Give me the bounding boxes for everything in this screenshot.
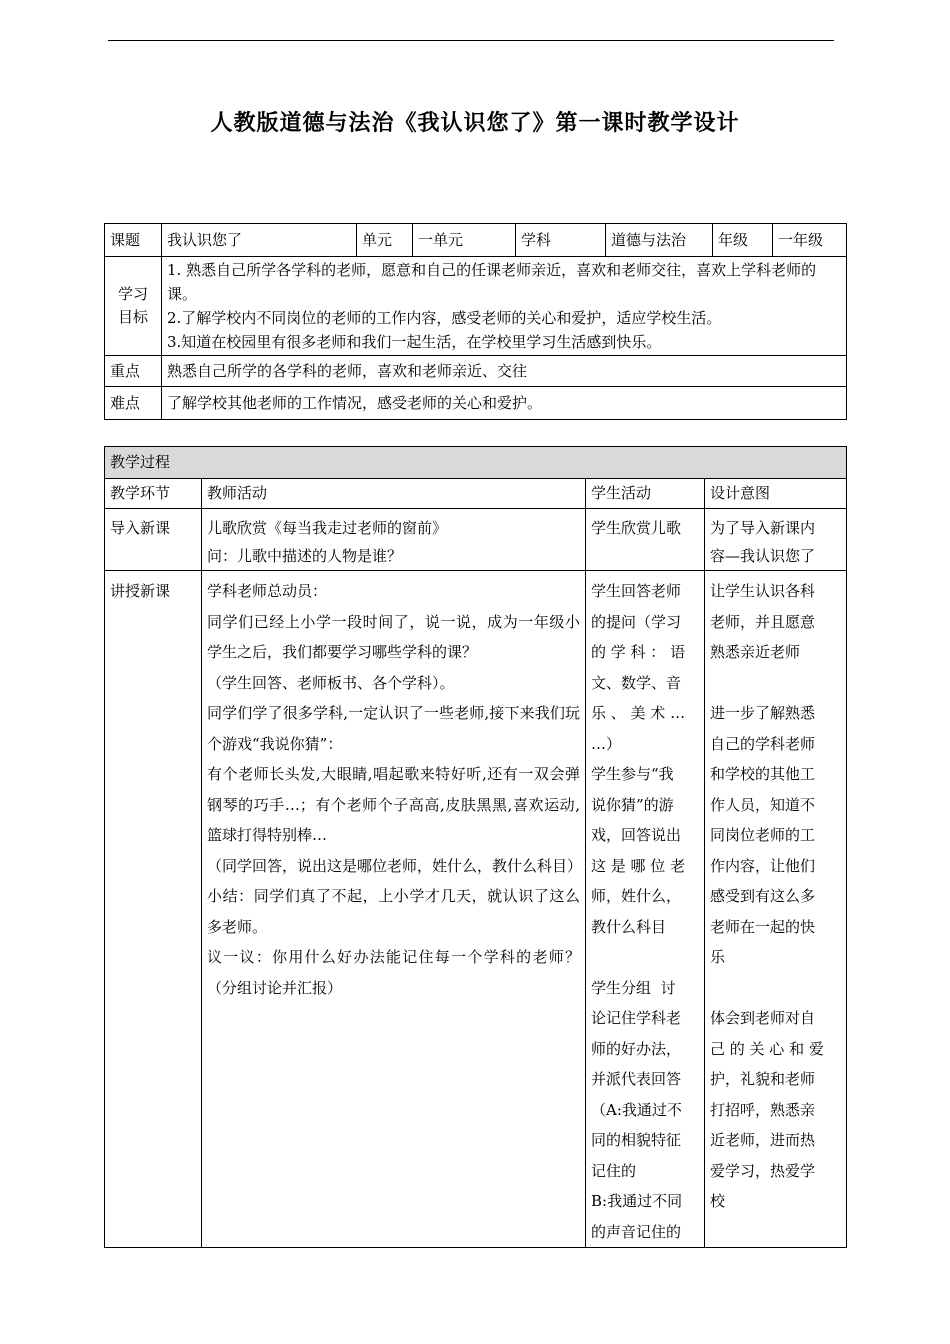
lesson-info-table	[104, 223, 847, 420]
teacher-paragraph: （学生回答、老师板书、各个学科）。	[207, 673, 455, 692]
intent-line	[710, 668, 841, 699]
lesson-design-intent	[705, 571, 847, 1248]
intent-line: 校	[710, 1192, 726, 1210]
student-line: 学生参与“我	[591, 765, 674, 783]
unit-value: 一单元	[413, 224, 516, 257]
intent-line: 自己的学科老师	[710, 734, 816, 753]
objectives-content	[162, 257, 847, 356]
student-line: 戏，回答说出	[591, 826, 682, 844]
student-line	[591, 942, 699, 973]
intro-stage: 导入新课	[105, 509, 202, 571]
document-title: 人教版道德与法治《我认识您了》第一课时教学设计	[210, 110, 740, 136]
column-header-student: 学生活动	[586, 479, 705, 509]
key-point-value: 熟悉自己所学的各学科的老师，喜欢和老师亲近、交往	[162, 356, 847, 387]
teacher-line: 儿歌欣赏《每当我走过老师的窗前》	[207, 519, 448, 537]
objectives-label-line-1: 学习	[117, 285, 148, 303]
intent-line: 容—我认识您了	[710, 547, 816, 565]
student-line: 同的相貌特征	[591, 1131, 682, 1149]
intent-line: 作内容，让他们	[710, 856, 816, 875]
intent-line: 老师，并且愿意	[710, 612, 816, 631]
intent-line: 打招呼，熟悉亲	[710, 1100, 816, 1119]
objective-item: 1. 熟悉自己所学各学科的老师，愿意和自己的任课老师亲近，喜欢和老师交往，喜欢上学科老师的课。	[167, 261, 817, 303]
intro-student-activity: 学生欣赏儿歌	[586, 509, 705, 571]
subject-label: 学科	[516, 224, 606, 257]
student-line: 这 是 哪 位 老	[591, 856, 686, 875]
intent-line: 体会到老师对自	[710, 1009, 816, 1027]
lesson-student-activity	[586, 571, 705, 1248]
process-header: 教学过程	[105, 447, 847, 479]
column-header-teacher: 教师活动	[202, 479, 586, 509]
key-point-label: 重点	[105, 356, 162, 387]
student-line: …）	[591, 734, 622, 753]
difficulty-label: 难点	[105, 387, 162, 420]
intent-line: 熟悉亲近老师	[710, 643, 801, 661]
intent-line: 和学校的其他工	[710, 765, 816, 783]
topic-label: 课题	[105, 224, 162, 257]
student-line: 乐 、 美 术 …	[591, 704, 686, 722]
student-line: 学生回答老师	[591, 582, 682, 600]
student-line: B:我通过不同	[591, 1192, 683, 1210]
intro-teacher-activity	[202, 509, 586, 571]
lesson-teacher-activity	[202, 571, 586, 1248]
intent-line: 护，礼貌和老师	[710, 1070, 816, 1088]
teacher-paragraph: （同学回答，说出这是哪位老师，姓什么，教什么科目）	[207, 856, 583, 875]
column-header-intent: 设计意图	[705, 479, 847, 509]
student-line: 论记住学科老	[591, 1009, 682, 1027]
difficulty-value: 了解学校其他老师的工作情况，感受老师的关心和爱护。	[162, 387, 847, 420]
teacher-paragraph: 小结：同学们真了不起，上小学才几天，就认识了这么多老师。	[207, 887, 580, 936]
intent-line: 作人员，知道不	[710, 795, 816, 814]
intent-line: 让学生认识各科	[710, 582, 816, 600]
student-line: 并派代表回答	[591, 1070, 682, 1088]
intro-design-intent	[705, 509, 847, 571]
student-line: 记住的	[591, 1161, 637, 1180]
lesson-stage: 讲授新课	[105, 571, 202, 1248]
intent-line: 感受到有这么多	[710, 887, 816, 905]
intent-line: 为了导入新课内	[710, 519, 816, 537]
student-line: 学生分组 讨	[591, 978, 676, 997]
teacher-paragraph: 同学们学了很多学科,一定认识了一些老师,接下来我们玩个游戏“我说你猜”：	[207, 704, 580, 753]
intent-line: 同岗位老师的工	[710, 826, 816, 844]
subject-value: 道德与法治	[606, 224, 713, 257]
intent-line: 进一步了解熟悉	[710, 704, 816, 722]
top-rule	[108, 40, 834, 41]
unit-label: 单元	[357, 224, 413, 257]
column-header-stage: 教学环节	[105, 479, 202, 509]
teacher-paragraph: 议一议：你用什么好办法能记住每一个学科的老师？（分组讨论并汇报）	[207, 948, 580, 997]
teacher-paragraph: 有个老师长头发,大眼睛,唱起歌来特好听,还有一双会弹钢琴的巧手…；有个老师个子高高,皮肤黑黑,喜欢运动,篮球打得特别棒…	[207, 765, 580, 844]
teacher-paragraph: 同学们已经上小学一段时间了，说一说，成为一年级小学生之后，我们都要学习哪些学科的课？	[207, 612, 580, 661]
objective-item: 3.知道在校园里有很多老师和我们一起生活，在学校里学习生活感到快乐。	[167, 333, 662, 351]
student-line: 文、数学、音	[591, 673, 682, 692]
student-line: 师，姓什么，	[591, 887, 682, 905]
intent-line: 近老师，进而热	[710, 1131, 816, 1149]
grade-label: 年级	[713, 224, 773, 257]
student-line: 师的好办法，	[591, 1039, 682, 1058]
intent-line: 老师在一起的快	[710, 917, 816, 936]
student-line: 说你猜”的游	[591, 795, 674, 814]
student-line: 教什么科目	[591, 917, 667, 936]
grade-value: 一年级	[773, 224, 847, 257]
topic-value: 我认识您了	[162, 224, 357, 257]
student-line: 的 学 科 ： 语	[591, 643, 686, 661]
student-line: 的提问（学习	[591, 612, 682, 631]
student-line: 的声音记住的	[591, 1222, 682, 1241]
teacher-line: 问：儿歌中描述的人物是谁？	[207, 547, 403, 565]
intent-line: 乐	[710, 948, 726, 966]
objective-item: 2.了解学校内不同岗位的老师的工作内容，感受老师的关心和爱护，适应学校生活。	[167, 309, 722, 327]
student-line: （A:我通过不	[591, 1100, 682, 1119]
objectives-label-line-2: 目标	[117, 308, 148, 326]
intent-line	[710, 973, 841, 1004]
intent-line: 爱学习，热爱学	[710, 1161, 816, 1180]
teacher-paragraph: 学科老师总动员：	[207, 582, 328, 600]
teaching-process-table	[104, 446, 847, 1248]
intent-line: 己 的 关 心 和 爱	[710, 1039, 824, 1058]
objectives-label	[105, 257, 162, 356]
